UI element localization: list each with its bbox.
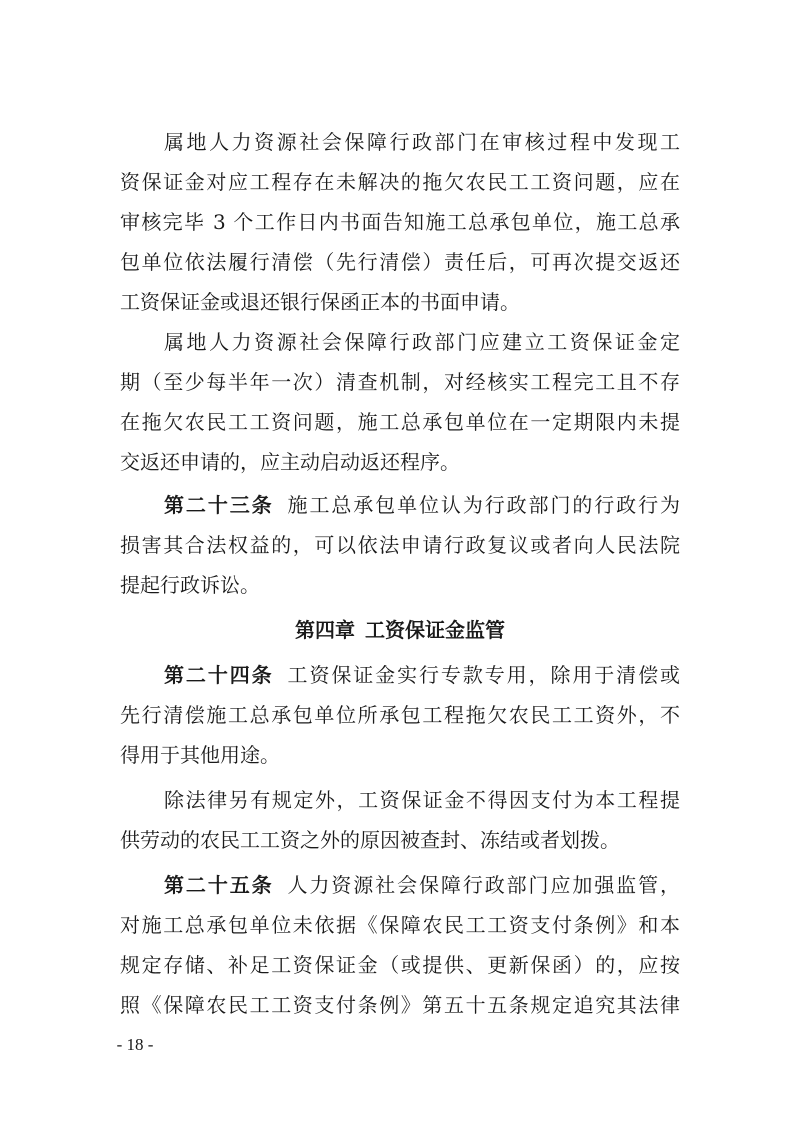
text-line: 供劳动的农民工工资之外的原因被查封、冻结或者划拨。 [120,828,620,852]
text-line: 先行清偿施工总承包单位所承包工程拖欠农民工工资外，不 [120,703,680,727]
text-line: 除法律另有规定外，工资保证金不得因支付为本工程提 [164,788,680,812]
article-23-title: 第二十三条 [164,493,274,517]
text-span: 工资保证金实行专款专用，除用于清偿或 [287,663,681,687]
text-line: 属地人力资源社会保障行政部门应建立工资保证金定 [164,330,680,354]
text-line: 审核完毕 3 个工作日内书面告知施工总承包单位，施工总承 [120,210,680,234]
chapter-heading [0,610,800,650]
text-line: 在拖欠农民工工资问题，施工总承包单位在一定期限内未提 [120,410,680,434]
text-line: 期（至少每半年一次）清查机制，对经核实工程完工且不存 [120,370,680,394]
text-line: 得用于其他用途。 [120,743,280,767]
text-line: 交返还申请的，应主动启动返还程序。 [120,450,460,474]
text-line: 提起行政诉讼。 [120,573,260,597]
text-line: 规定存储、补足工资保证金（或提供、更新保函）的，应按 [120,953,680,977]
text-line: 照《保障农民工工资支付条例》第五十五条规定追究其法律 [120,993,680,1017]
article-23-line [164,485,680,525]
text-span: 人力资源社会保障行政部门应加强监管， [287,873,681,897]
article-24-title: 第二十四条 [164,663,274,687]
text-line: 对施工总承包单位未依据《保障农民工工资支付条例》和本 [120,913,680,937]
article-25-title: 第二十五条 [164,873,274,897]
text-line: 损害其合法权益的，可以依法申请行政复议或者向人民法院 [120,533,680,557]
text-line: 属地人力资源社会保障行政部门在审核过程中发现工 [164,130,680,154]
text-span: 施工总承包单位认为行政部门的行政行为 [287,493,681,517]
text-line: 资保证金对应工程存在未解决的拖欠农民工工资问题，应在 [120,170,680,194]
article-25-line [164,865,680,905]
chapter-number: 第四章 [295,618,355,642]
text-line: 包单位依法履行清偿（先行清偿）责任后，可再次提交返还 [120,250,680,274]
article-24-line [164,655,680,695]
text-line: 工资保证金或退还银行保函正本的书面申请。 [120,290,520,314]
page-number: - 18 - [116,1035,154,1054]
chapter-title: 工资保证金监管 [365,618,505,642]
